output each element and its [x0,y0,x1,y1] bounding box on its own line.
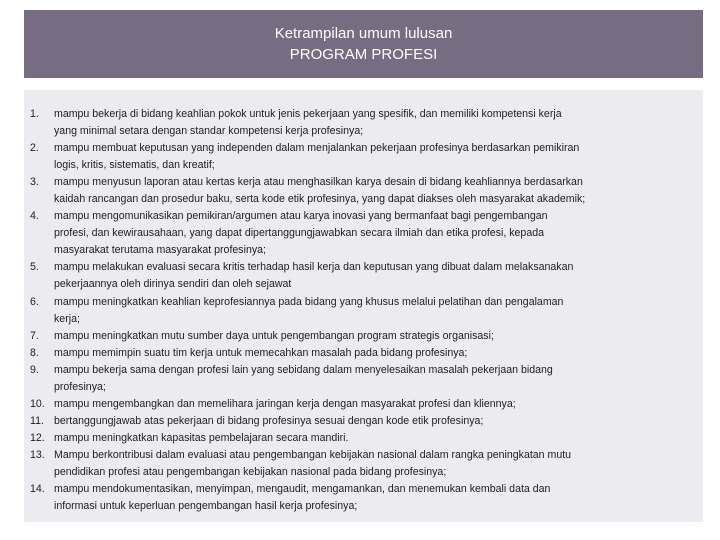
list-item [30,174,698,208]
list-item-text: yang minimal setara dengan standar kompetensi kerja profesinya; [54,125,364,138]
list-item [30,328,698,345]
list-item [30,362,698,396]
list-item-text: profesinya; [54,380,106,393]
list-item-text: mampu meningkatkan keahlian keprofesiannya pada bidang yang khusus melalui pelatihan dan pengalaman [54,295,564,308]
list-item [30,396,698,413]
list-item-number: 14. [30,483,45,496]
content-panel [24,90,703,522]
list-item-text: masyarakat terutama masyarakat profesinya; [54,244,266,257]
list-item-number: 2. [30,142,39,155]
list-item [30,140,698,174]
list-item-number: 5. [30,261,39,274]
list-item [30,447,698,481]
list-item [30,294,698,328]
list-item-text: mampu menyusun laporan atau kertas kerja atau menghasilkan karya desain di bidang keahliannya berdasarkan [54,176,583,189]
list-item-text: bertanggungjawab atas pekerjaan di bidang profesinya sesuai dengan kode etik profesinya; [54,414,484,427]
list-item [30,430,698,447]
slide-title-line-2: PROGRAM PROFESI [289,46,438,63]
list-item-text: informasi untuk keperluan pengembangan hasil kerja profesinya; [54,500,358,513]
list-item-number: 10. [30,397,45,410]
list-item-number: 12. [30,431,45,444]
list-item-text: kerja; [54,312,80,325]
list-item-number: 9. [30,363,39,376]
list-item-number: 8. [30,346,39,359]
list-item-text: pekerjaannya oleh dirinya sendiri dan oleh sejawat [54,278,292,291]
skills-list [30,106,698,515]
list-item [30,345,698,362]
list-item-number: 1. [30,108,39,120]
list-item-number: 7. [30,329,39,342]
list-item-text: mampu mengembangkan dan memelihara jaringan kerja dengan masyarakat profesi dan kliennya; [54,397,516,410]
list-item-text: mampu mengomunikasikan pemikiran/argumen atau karya inovasi yang bermanfaat bagi pengembangan [54,210,548,223]
list-item-text: mampu membuat keputusan yang independen dalam menjalankan pekerjaan profesinya berdasarkan pemikiran [54,142,580,155]
slide-title-banner [24,10,703,78]
list-item-number: 13. [30,448,45,461]
list-item-text: Mampu berkontribusi dalam evaluasi atau pengembangan kebijakan nasional dalam rangka peningkatan mutu [54,448,572,461]
list-item-text: mampu meningkatkan kapasitas pembelajaran secara mandiri. [54,431,349,444]
list-item [30,259,698,293]
list-item-text: mampu memimpin suatu tim kerja untuk memecahkan masalah pada bidang profesinya; [54,346,468,359]
list-item-text: mampu bekerja di bidang keahlian pokok untuk jenis pekerjaan yang spesifik, dan memiliki kompetensi kerja [54,108,562,120]
list-item [30,106,698,140]
list-item-number: 6. [30,295,39,308]
list-item [30,208,698,259]
list-item [30,481,698,515]
list-item-number: 11. [30,414,44,427]
list-item-text: mampu mendokumentasikan, menyimpan, mengaudit, mengamankan, dan menemukan kembali data dan [54,483,551,496]
list-item-number: 4. [30,210,39,223]
list-item [30,413,698,430]
list-item-text: mampu melakukan evaluasi secara kritis terhadap hasil kerja dan keputusan yang dibuat dalam melaksanakan [54,261,574,274]
list-item-text: mampu bekerja sama dengan profesi lain yang sebidang dalam menyelesaikan masalah pekerjaan bidang [54,363,553,376]
list-item-text: mampu meningkatkan mutu sumber daya untuk pengembangan program strategis organisasi; [54,329,494,342]
list-item-text: kaidah rancangan dan prosedur baku, serta kode etik profesinya, yang dapat diakses oleh masyarakat akademik; [54,193,586,206]
list-item-text: profesi, dan kewirausahaan, yang dapat dipertanggungjawabkan secara ilmiah dan etika profesi, kepada [54,227,544,240]
slide-title-line-1: Ketrampilan umum lulusan [274,25,453,42]
list-item-text: logis, kritis, sistematis, dan kreatif; [54,159,215,172]
list-item-text: pendidikan profesi atau pengembangan kebijakan nasional pada bidang profesinya; [54,465,447,478]
list-item-number: 3. [30,176,39,189]
